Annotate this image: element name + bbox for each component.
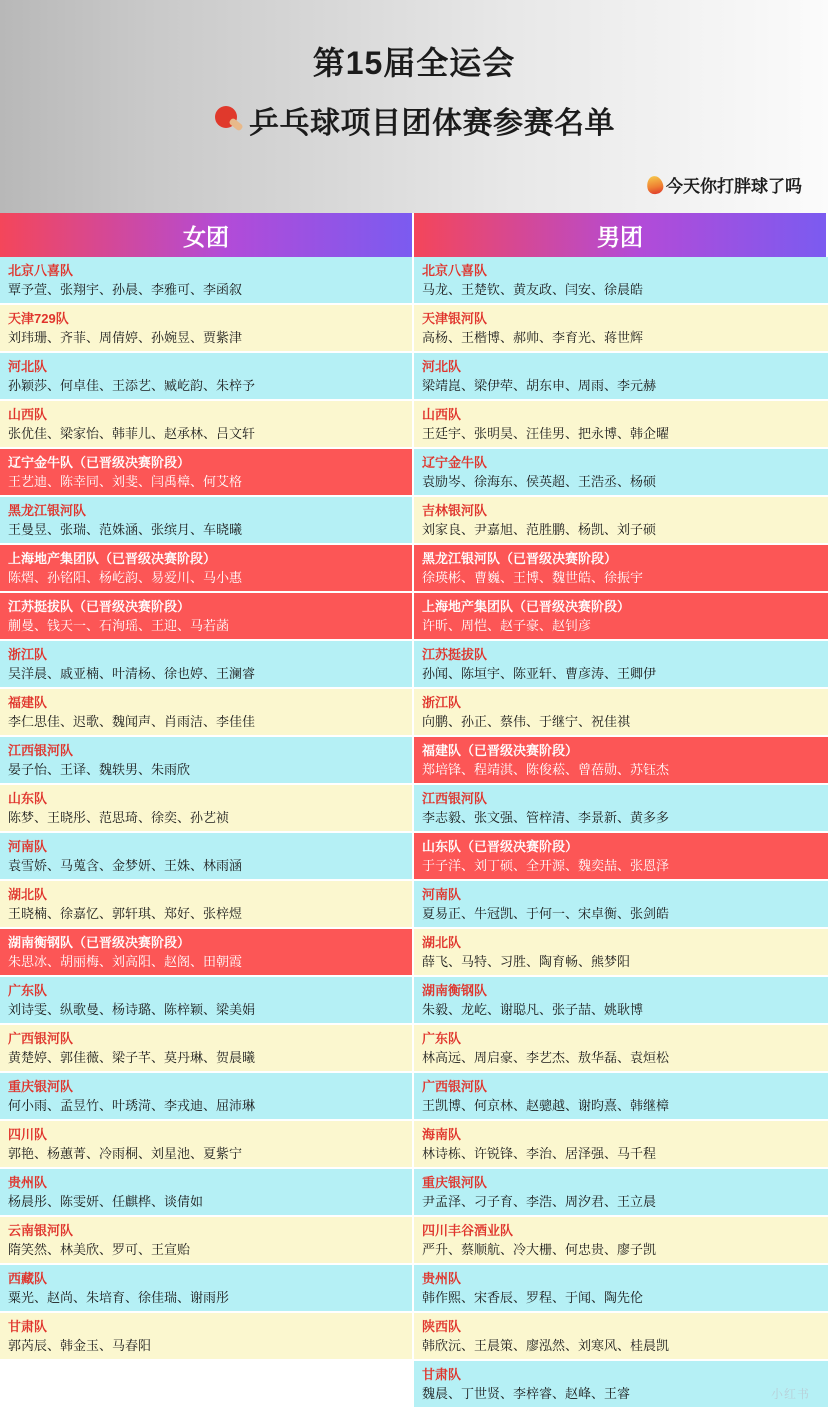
women-team-row (0, 881, 412, 929)
team-players: 郭艳、杨蕙菁、冷雨桐、刘星池、夏紫宁 (8, 1146, 243, 1161)
women-team-row (0, 1265, 412, 1313)
men-team-row (414, 257, 828, 305)
men-team-row (414, 1361, 828, 1409)
team-name: 山西队 (8, 407, 48, 422)
team-name: 北京八喜队 (422, 263, 488, 278)
team-name: 贵州队 (422, 1271, 462, 1286)
men-team-row (414, 1169, 828, 1217)
team-name: 四川队 (8, 1127, 48, 1142)
men-team-row (414, 1025, 828, 1073)
team-name: 广西银河队 (422, 1079, 488, 1094)
women-team-row (0, 689, 412, 737)
team-name: 辽宁金牛队（已晋级决赛阶段） (8, 455, 191, 470)
team-name: 浙江队 (422, 695, 462, 710)
watermark: 小红书 (770, 1387, 810, 1401)
tagline-text: 今天你打胖球了吗 (666, 177, 802, 196)
women-team-row (0, 641, 412, 689)
table-tennis-paddle-icon (213, 104, 245, 136)
team-name: 山西队 (422, 407, 462, 422)
team-name: 上海地产集团队（已晋级决赛阶段） (422, 599, 631, 614)
men-team-row (414, 641, 828, 689)
team-name: 重庆银河队 (422, 1175, 488, 1190)
team-name: 黑龙江银河队 (8, 503, 87, 518)
men-team-row (414, 545, 828, 593)
team-name: 上海地产集团队（已晋级决赛阶段） (8, 551, 217, 566)
team-players: 刘诗雯、纵歌曼、杨诗璐、陈梓颖、梁美娟 (8, 1002, 256, 1017)
men-team-row (414, 449, 828, 497)
team-name: 海南队 (422, 1127, 462, 1142)
women-team-row (0, 833, 412, 881)
team-name: 黑龙江银河队（已晋级决赛阶段） (422, 551, 618, 566)
team-name: 辽宁金牛队 (422, 455, 488, 470)
men-team-row (414, 785, 828, 833)
men-team-row (414, 1073, 828, 1121)
team-players: 粟光、赵尚、朱培育、徐佳瑞、谢雨彤 (8, 1290, 230, 1305)
flame-icon (645, 174, 664, 195)
men-team-row (414, 689, 828, 737)
women-team-row (0, 1217, 412, 1265)
men-team-row (414, 305, 828, 353)
team-players: 何小雨、孟昱竹、叶琇渮、李戎迪、屈沛琳 (8, 1098, 256, 1113)
team-players: 朱毅、龙屹、谢聪凡、张子喆、姚耿博 (422, 1002, 644, 1017)
team-players: 隋笑然、林美欣、罗可、王宣贻 (8, 1242, 191, 1257)
team-players: 孙颖莎、何卓佳、王添艺、臧屹韵、朱梓予 (8, 378, 256, 393)
team-name: 湖北队 (8, 887, 48, 902)
team-name: 广东队 (8, 983, 48, 998)
team-name: 河北队 (8, 359, 48, 374)
team-players: 向鹏、孙正、蔡伟、于继宁、祝佳祺 (422, 714, 631, 729)
team-name: 江苏挺拔队 (422, 647, 488, 662)
men-team-row (414, 401, 828, 449)
team-name: 贵州队 (8, 1175, 48, 1190)
team-players: 林诗栋、许锐锋、李治、居泽强、马千程 (422, 1146, 657, 1161)
team-players: 高杨、王楷博、郝帅、李育光、蒋世辉 (422, 330, 644, 345)
men-team-row (414, 497, 828, 545)
women-team-row (0, 1025, 412, 1073)
team-players: 王艺迪、陈幸同、刘斐、闫禹樟、何艾格 (8, 474, 243, 489)
team-players: 吴洋晨、戚亚楠、叶清杨、徐也婷、王澜睿 (8, 666, 256, 681)
tagline (647, 172, 802, 197)
team-players: 徐瑛彬、曹巍、王博、魏世皓、徐振宇 (422, 570, 644, 585)
women-team-row (0, 929, 412, 977)
team-players: 蒯曼、钱天一、石洵瑶、王迎、马若菡 (8, 618, 230, 633)
team-players: 郑培锋、程靖淇、陈俊菘、曾蓓勋、苏钰杰 (422, 762, 670, 777)
team-players: 马龙、王楚钦、黄友政、闫安、徐晨皓 (422, 282, 644, 297)
women-team-row (0, 1313, 412, 1361)
team-players: 林高远、周启豪、李艺杰、敖华磊、袁烜松 (422, 1050, 670, 1065)
team-players: 王凯博、何京林、赵骢越、谢昀熹、韩继樟 (422, 1098, 670, 1113)
team-players: 郭芮辰、韩金玉、马春阳 (8, 1338, 152, 1353)
men-team-row (414, 737, 828, 785)
women-team-row (0, 593, 412, 641)
women-team-row (0, 1121, 412, 1169)
team-name: 西藏队 (8, 1271, 48, 1286)
women-team-row (0, 305, 412, 353)
team-players: 于子洋、刘丁硕、全开源、魏奕喆、张恩泽 (422, 858, 670, 873)
column-header-men: 男团 (414, 213, 828, 257)
roster-body (0, 257, 828, 1410)
team-name: 重庆银河队 (8, 1079, 74, 1094)
women-column (0, 257, 414, 1410)
team-name: 吉林银河队 (422, 503, 488, 518)
men-column (414, 257, 828, 1410)
team-players: 尹孟泽、刁子育、李浩、周汐君、王立晨 (422, 1194, 657, 1209)
team-players: 韩作熙、宋香辰、罗程、于闻、陶先伦 (422, 1290, 644, 1305)
team-players: 袁雪娇、马蒐含、金梦妍、王姝、林雨涵 (8, 858, 243, 873)
team-players: 袁励岑、徐海东、侯英超、王浩丞、杨硕 (422, 474, 657, 489)
column-headers (0, 213, 828, 257)
team-name: 广西银河队 (8, 1031, 74, 1046)
team-players: 张优佳、梁家怡、韩菲儿、赵承林、吕文轩 (8, 426, 256, 441)
women-team-row (0, 1169, 412, 1217)
team-name: 浙江队 (8, 647, 48, 662)
women-team-row (0, 497, 412, 545)
team-name: 福建队（已晋级决赛阶段） (422, 743, 579, 758)
women-team-row (0, 1073, 412, 1121)
team-players: 薛飞、马特、习胜、陶育畅、熊梦阳 (422, 954, 631, 969)
team-name: 湖北队 (422, 935, 462, 950)
team-name: 河南队 (8, 839, 48, 854)
team-name: 河南队 (422, 887, 462, 902)
women-team-row (0, 401, 412, 449)
team-name: 江苏挺拔队（已晋级决赛阶段） (8, 599, 191, 614)
women-team-row (0, 449, 412, 497)
men-team-row (414, 353, 828, 401)
team-name: 天津729队 (8, 311, 69, 326)
team-players: 刘玮珊、齐菲、周倩婷、孙婉昱、贾紫津 (8, 330, 243, 345)
team-players: 陈熠、孙铭阳、杨屹韵、易爱川、马小惠 (8, 570, 243, 585)
team-players: 杨晨彤、陈雯妍、任麒桦、谈倩如 (8, 1194, 204, 1209)
team-players: 严升、蔡顺航、冷大栅、何忠贵、廖子凯 (422, 1242, 657, 1257)
team-name: 甘肃队 (8, 1319, 48, 1334)
men-team-row (414, 833, 828, 881)
team-name: 山东队 (8, 791, 48, 806)
team-name: 云南银河队 (8, 1223, 74, 1238)
men-team-row (414, 977, 828, 1025)
women-team-row (0, 977, 412, 1025)
team-name: 福建队 (8, 695, 48, 710)
team-name: 广东队 (422, 1031, 462, 1046)
men-team-row (414, 1265, 828, 1313)
women-team-row (0, 257, 412, 305)
team-name: 四川丰谷酒业队 (422, 1223, 514, 1238)
team-players: 李仁思佳、迟歌、魏闻声、肖雨洁、李佳佳 (8, 714, 256, 729)
team-players: 黄楚婷、郭佳薇、梁子芊、莫丹琳、贺晨曦 (8, 1050, 256, 1065)
team-name: 陕西队 (422, 1319, 462, 1334)
team-players: 王廷宇、张明昊、汪佳男、把永博、韩企曜 (422, 426, 670, 441)
team-players: 覃予萱、张翔宇、孙晨、李雅可、李函叙 (8, 282, 243, 297)
team-players: 韩欣沅、王晨策、廖泓然、刘寒风、桂晨凯 (422, 1338, 670, 1353)
men-team-row (414, 929, 828, 977)
poster-header (0, 0, 828, 213)
men-team-row (414, 1121, 828, 1169)
team-name: 江西银河队 (8, 743, 74, 758)
team-name: 北京八喜队 (8, 263, 74, 278)
subtitle-row (0, 98, 828, 142)
team-players: 魏晨、丁世贤、李梓睿、赵峰、王睿 (422, 1386, 631, 1401)
team-name: 山东队（已晋级决赛阶段） (422, 839, 579, 854)
page-title: 第15届全运会 (312, 45, 516, 81)
men-team-row (414, 1217, 828, 1265)
team-name: 甘肃队 (422, 1367, 462, 1382)
men-team-row (414, 881, 828, 929)
team-name: 湖南衡钢队（已晋级决赛阶段） (8, 935, 191, 950)
men-team-row (414, 593, 828, 641)
team-players: 李志毅、张文强、管梓清、李景新、黄多多 (422, 810, 670, 825)
team-players: 陈梦、王晓彤、范思琦、徐奕、孙艺祯 (8, 810, 230, 825)
team-name: 天津银河队 (422, 311, 488, 326)
women-team-row (0, 785, 412, 833)
team-name: 江西银河队 (422, 791, 488, 806)
team-name: 河北队 (422, 359, 462, 374)
team-players: 孙闻、陈垣宇、陈亚轩、曹彦涛、王卿伊 (422, 666, 657, 681)
team-players: 朱思冰、胡丽梅、刘高阳、赵阁、田朝霞 (8, 954, 243, 969)
column-header-women: 女团 (0, 213, 414, 257)
team-players: 梁靖崑、梁伊荦、胡东申、周雨、李元赫 (422, 378, 657, 393)
men-team-row (414, 1313, 828, 1361)
team-players: 刘家良、尹嘉旭、范胜鹏、杨凯、刘子硕 (422, 522, 657, 537)
team-players: 许昕、周恺、赵子豪、赵钊彦 (422, 618, 592, 633)
team-name: 湖南衡钢队 (422, 983, 488, 998)
women-team-row (0, 545, 412, 593)
women-team-row (0, 737, 412, 785)
team-players: 王晓楠、徐嘉忆、郭轩琪、郑好、张梓煜 (8, 906, 243, 921)
team-players: 王曼昱、张瑞、范姝涵、张缤月、车晓曦 (8, 522, 243, 537)
team-players: 晏子怡、王译、魏轶男、朱雨欣 (8, 762, 191, 777)
page-subtitle: 乒乓球项目团体赛参赛名单 (249, 107, 615, 140)
women-team-row (0, 353, 412, 401)
team-players: 夏易正、牛冠凯、于何一、宋卓衡、张剑皓 (422, 906, 670, 921)
